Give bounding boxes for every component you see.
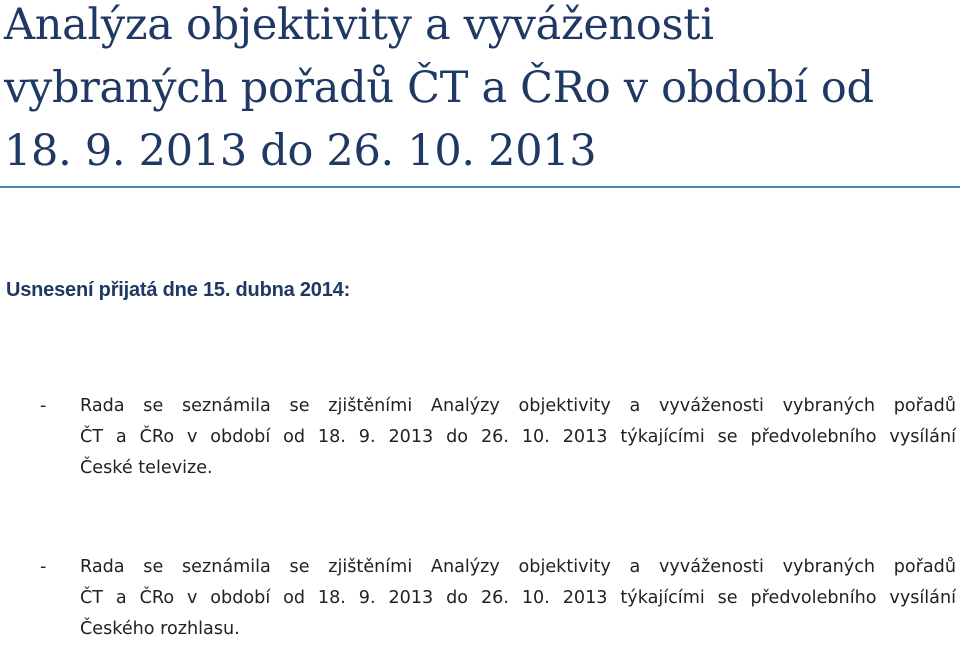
list-item-line: Českého rozhlasu. [80, 619, 240, 639]
list-item-line: ČT a ČRo v období od 18. 9. 2013 do 26. 10. 2013 týkajícími se předvolebního vysílání [80, 588, 956, 608]
title-line-2: vybraných pořadů ČT a ČRo v období od [4, 63, 874, 113]
title-underline-rule [0, 186, 960, 188]
list-item-line: ČT a ČRo v období od 18. 9. 2013 do 26. 10. 2013 týkajícími se předvolebního vysílání [80, 427, 956, 447]
resolution-heading: Usnesení přijatá dne 15. dubna 2014: [6, 279, 351, 301]
list-item-line: Rada se seznámila se zjištěními Analýzy objektivity a vyváženosti vybraných pořadů [80, 396, 956, 416]
title-line-3: 18. 9. 2013 do 26. 10. 2013 [4, 126, 597, 176]
list-bullet: - [40, 396, 47, 416]
document-title [4, 0, 956, 183]
list-item-line: České televize. [80, 458, 213, 478]
list-item-text [80, 391, 956, 484]
list-item-text [80, 552, 956, 645]
title-line-1: Analýza objektivity a vyváženosti [4, 0, 714, 50]
list-bullet: - [40, 557, 47, 577]
list-item-line: Rada se seznámila se zjištěními Analýzy objektivity a vyváženosti vybraných pořadů [80, 557, 956, 577]
